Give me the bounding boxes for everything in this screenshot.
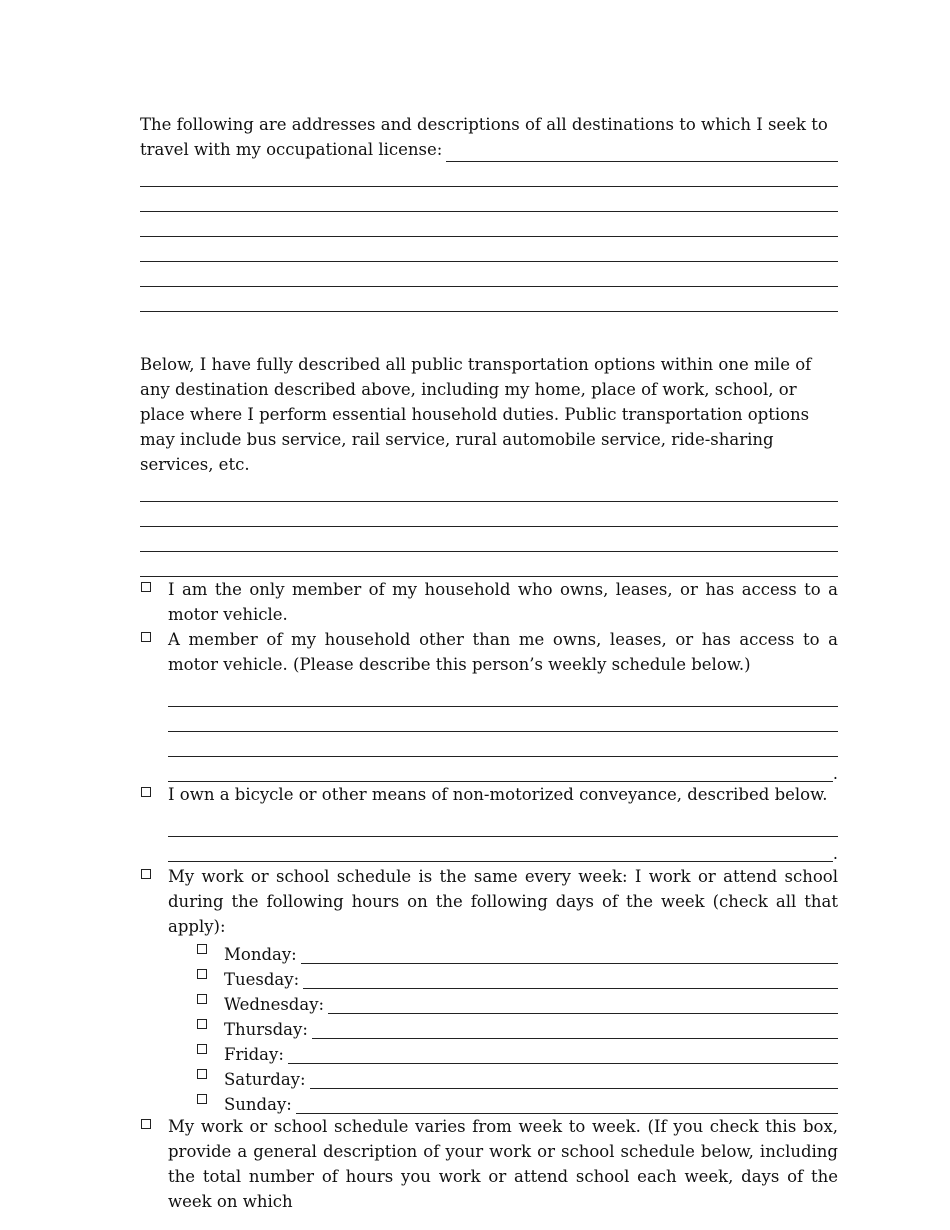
destinations-line[interactable] (140, 212, 838, 237)
transportation-line[interactable] (140, 552, 838, 577)
other-member-line[interactable] (168, 682, 838, 707)
destinations-input-line[interactable] (446, 144, 838, 162)
sunday-hours-line[interactable] (296, 1096, 838, 1114)
bicycle-line[interactable] (168, 812, 838, 837)
thursday-checkbox[interactable] (197, 1019, 207, 1029)
monday-label: Monday: (224, 945, 297, 964)
only-member-label: I am the only member of my household who owns, leases, or has access to a motor vehicle. (168, 580, 838, 624)
wednesday-label: Wednesday: (224, 995, 325, 1014)
transportation-line[interactable] (140, 502, 838, 527)
day-row-saturday (140, 1064, 838, 1089)
wednesday-hours-line[interactable] (328, 996, 838, 1014)
destinations-line[interactable] (140, 237, 838, 262)
other-member-label: A member of my household other than me owns, leases, or has access to a motor vehicle. (Please describe this person’s weekly schedule below.) (168, 630, 838, 674)
bicycle-checkbox[interactable] (141, 787, 151, 797)
other-member-option (140, 627, 838, 782)
friday-checkbox[interactable] (197, 1044, 207, 1054)
saturday-hours-line[interactable] (310, 1071, 838, 1089)
friday-label: Friday: (224, 1045, 284, 1064)
destinations-first-line (140, 137, 838, 162)
day-row-tuesday (140, 964, 838, 989)
bicycle-label: I own a bicycle or other means of non-motorized conveyance, described below. (168, 785, 828, 804)
saturday-label: Saturday: (224, 1070, 306, 1089)
day-row-monday (140, 939, 838, 964)
tuesday-label: Tuesday: (224, 970, 300, 989)
only-member-option (140, 577, 838, 627)
other-member-checkbox[interactable] (141, 632, 151, 642)
form-page (140, 112, 838, 1214)
same-schedule-option (140, 864, 838, 939)
day-row-wednesday (140, 989, 838, 1014)
destinations-line[interactable] (140, 262, 838, 287)
only-member-checkbox[interactable] (141, 582, 151, 592)
thursday-hours-line[interactable] (312, 1021, 838, 1039)
transportation-line[interactable] (140, 527, 838, 552)
tuesday-hours-line[interactable] (303, 971, 838, 989)
varies-schedule-label: My work or school schedule varies from week to week. (If you check this box, provide a general description of your work or school schedule below, including the total number of hours you work or attend school each week, days of the week on which (168, 1117, 838, 1211)
destinations-intro-cont: travel with my occupational license: (140, 140, 443, 159)
day-row-thursday (140, 1014, 838, 1039)
day-row-friday (140, 1039, 838, 1064)
destinations-line[interactable] (140, 187, 838, 212)
friday-hours-line[interactable] (288, 1046, 838, 1064)
thursday-label: Thursday: (224, 1020, 308, 1039)
monday-checkbox[interactable] (197, 944, 207, 954)
same-schedule-checkbox[interactable] (141, 869, 151, 879)
destinations-line[interactable] (140, 162, 838, 187)
wednesday-checkbox[interactable] (197, 994, 207, 1004)
monday-hours-line[interactable] (301, 946, 838, 964)
other-member-line-last[interactable]: . (168, 757, 838, 782)
varies-schedule-checkbox[interactable] (141, 1119, 151, 1129)
transportation-line[interactable] (140, 477, 838, 502)
destinations-line[interactable] (140, 287, 838, 312)
saturday-checkbox[interactable] (197, 1069, 207, 1079)
transportation-intro: Below, I have fully described all public transportation options within one mile of any destination described above, including my home, place of work, school, or place where I perform essential household duties. Public transportation options may include bus service, rail service, rural automobile service, ride-sharing services, etc. (140, 355, 812, 474)
sunday-checkbox[interactable] (197, 1094, 207, 1104)
same-schedule-label: My work or school schedule is the same every week: I work or attend school during the following hours on the following days of the week (check all that apply): (168, 867, 838, 936)
day-row-sunday (140, 1089, 838, 1114)
bicycle-option (140, 782, 838, 862)
other-member-line[interactable] (168, 732, 838, 757)
other-member-line[interactable] (168, 707, 838, 732)
varies-schedule-option (140, 1114, 838, 1214)
destinations-intro: The following are addresses and descriptions of all destinations to which I seek to (140, 115, 828, 134)
sunday-label: Sunday: (224, 1095, 292, 1114)
bicycle-line-last[interactable]: . (168, 837, 838, 862)
tuesday-checkbox[interactable] (197, 969, 207, 979)
